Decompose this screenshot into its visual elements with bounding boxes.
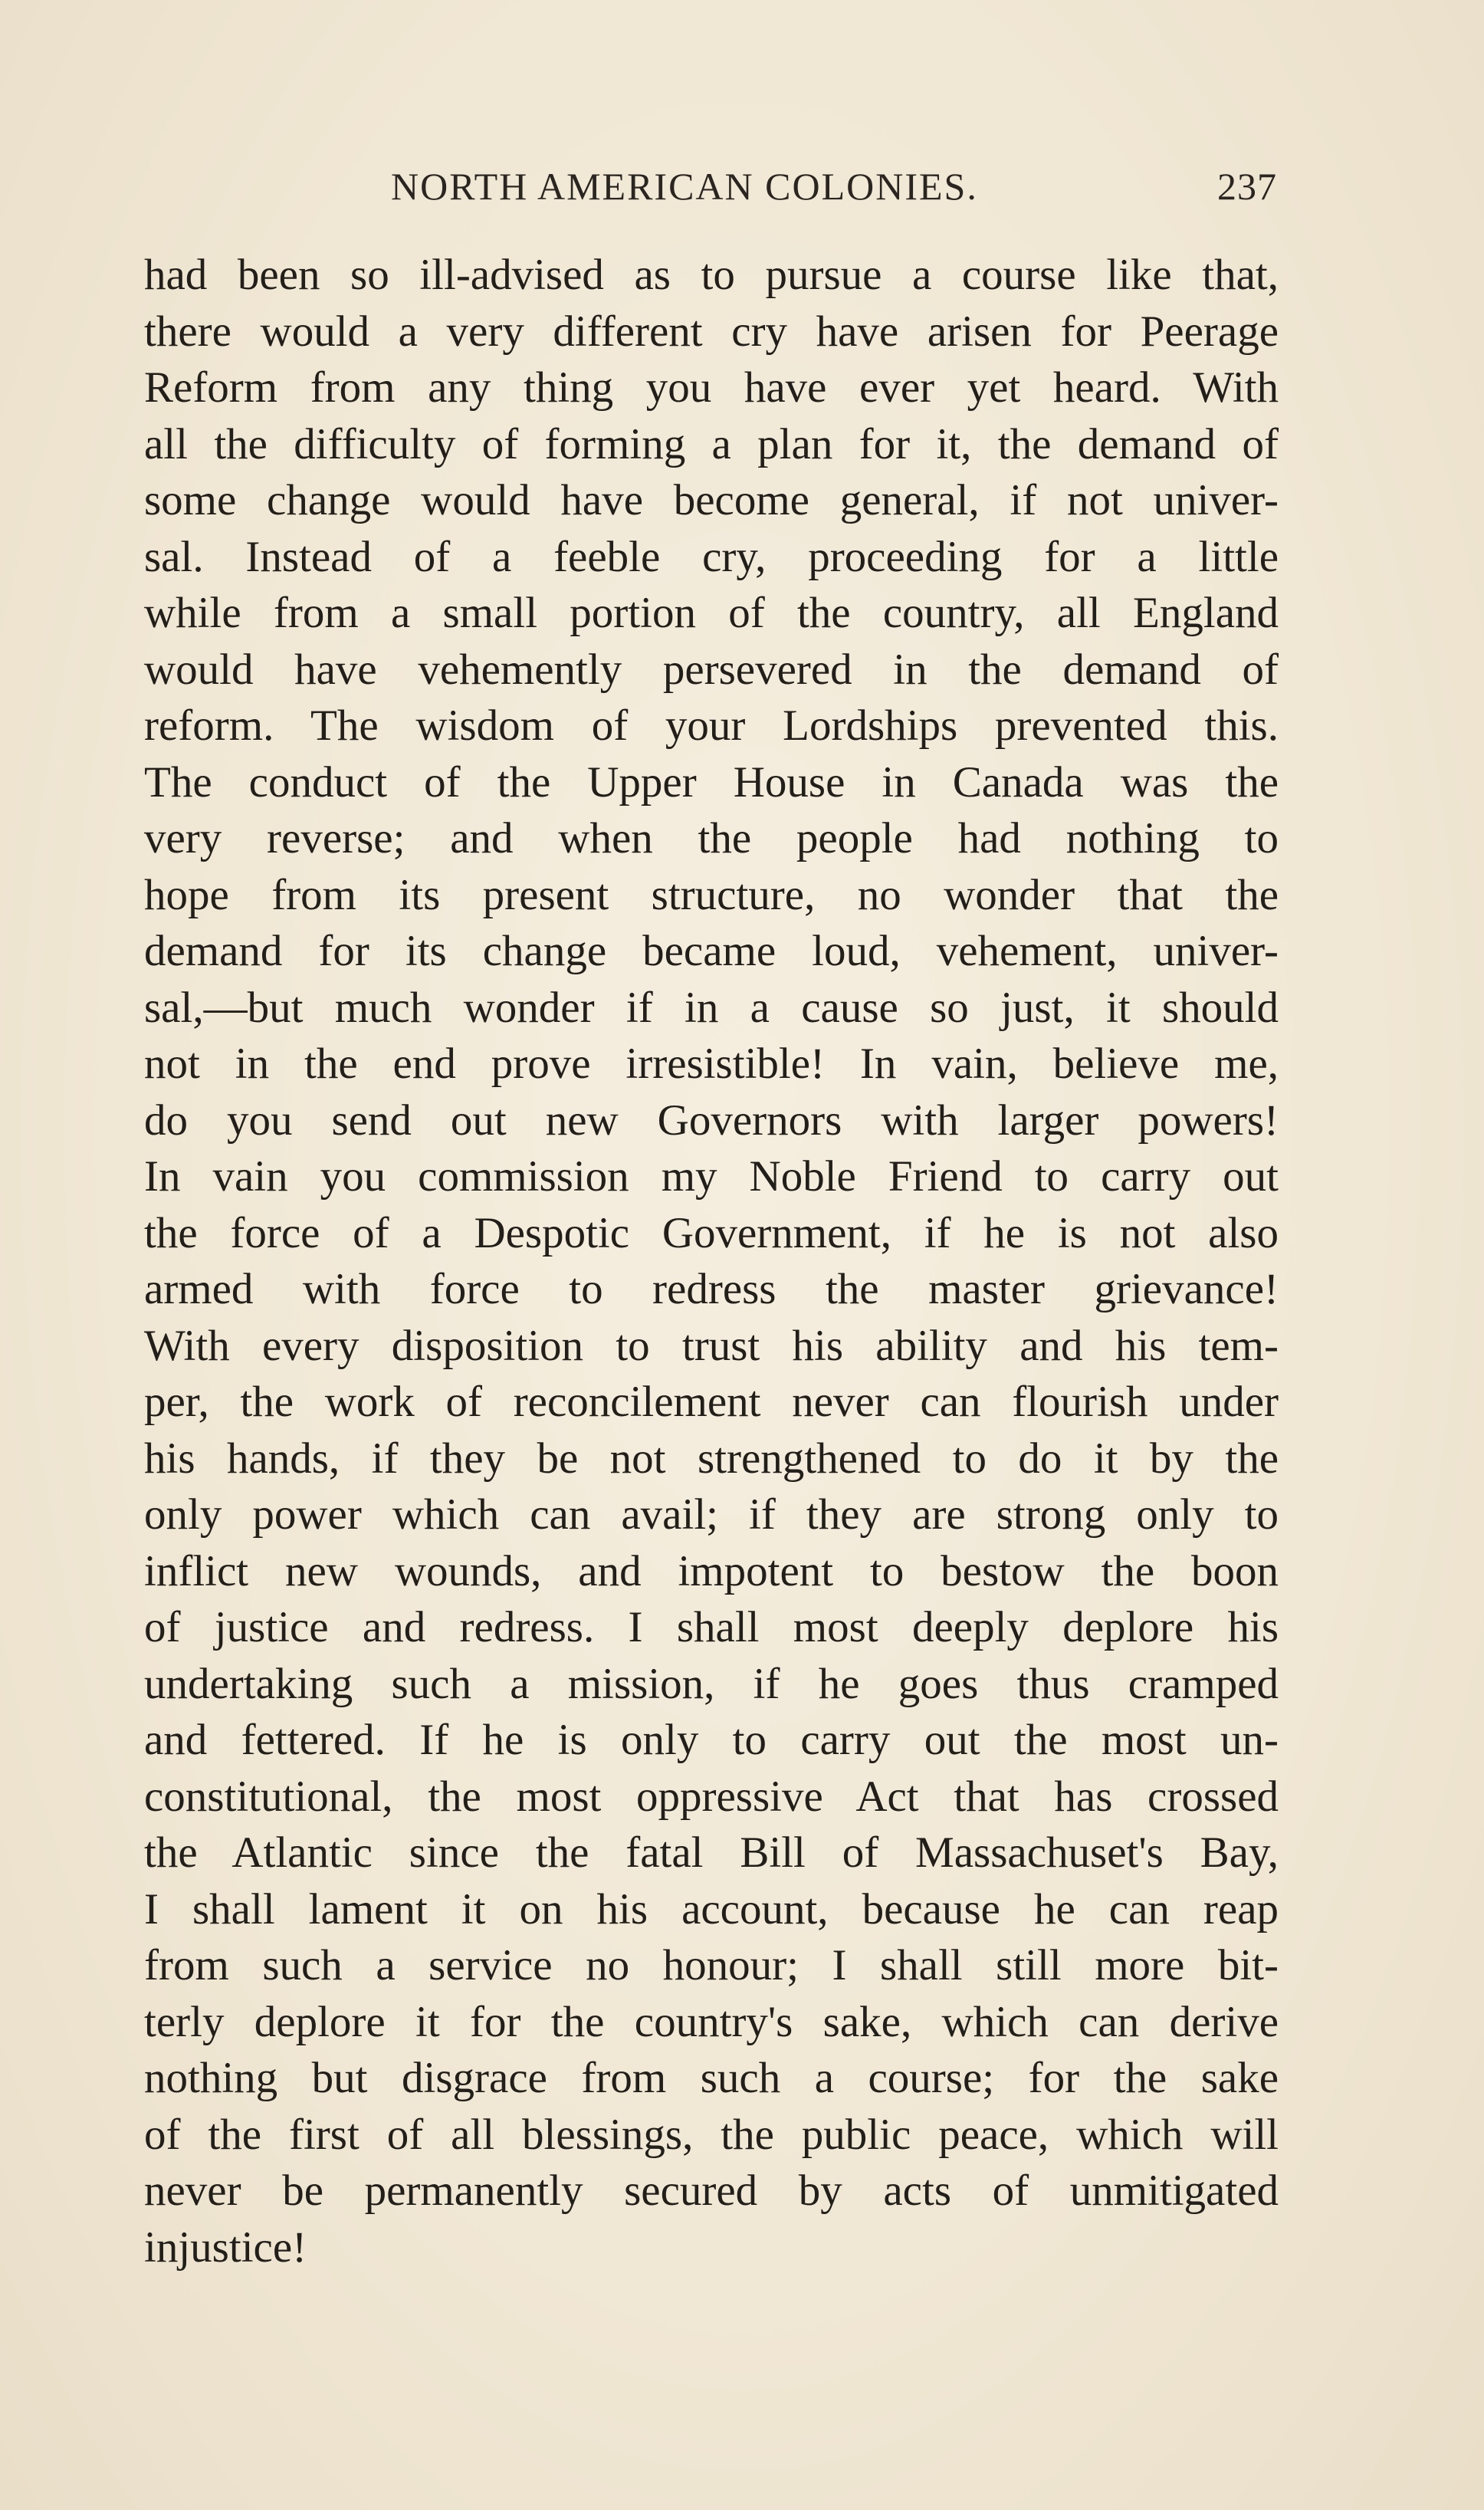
text-line: never be permanently secured by acts of unmitigated	[144, 2167, 1279, 2215]
body-text	[144, 247, 1279, 2275]
text-line: undertaking such a mission, if he goes thus cramped	[144, 1659, 1279, 1708]
text-line: and fettered. If he is only to carry out the most un-	[144, 1716, 1279, 1764]
page-header	[146, 164, 1277, 210]
text-line: The conduct of the Upper House in Canada was the	[144, 757, 1279, 807]
text-line: the force of a Despotic Government, if he is not also	[144, 1208, 1279, 1257]
text-line: of justice and redress. I shall most deeply deplore his	[144, 1603, 1279, 1651]
text-line: armed with force to redress the master grievance!	[144, 1265, 1279, 1313]
text-line: all the difficulty of forming a plan for it, the demand of	[144, 419, 1279, 468]
text-line: not in the end prove irresistible! In vain, believe me,	[144, 1040, 1279, 1088]
text-line: do you send out new Governors with larger powers!	[144, 1096, 1279, 1145]
text-line: injustice!	[144, 2223, 307, 2272]
text-line: sal. Instead of a feeble cry, proceeding for a little	[144, 532, 1279, 581]
text-line: while from a small portion of the country, all England	[144, 589, 1279, 637]
text-line: Reform from any thing you have ever yet heard. With	[144, 363, 1279, 412]
text-line: the Atlantic since the fatal Bill of Massachuset's Bay,	[144, 1828, 1279, 1877]
text-line: his hands, if they be not strengthened to do it by the	[144, 1434, 1279, 1483]
text-line: constitutional, the most oppressive Act that has crossed	[144, 1772, 1279, 1821]
text-line: had been so ill-advised as to pursue a course like that,	[144, 251, 1279, 299]
text-line: from such a service no honour; I shall still more bit-	[144, 1941, 1279, 1989]
text-line: nothing but disgrace from such a course; for the sake	[144, 2054, 1279, 2102]
text-line: there would a very different cry have arisen for Peerage	[144, 307, 1279, 356]
text-line: inflict new wounds, and impotent to bestow the boon	[144, 1546, 1279, 1595]
text-line: demand for its change became loud, vehement, univer-	[144, 927, 1279, 975]
text-line: hope from its present structure, no wonder that the	[144, 870, 1279, 919]
text-line: sal,—but much wonder if in a cause so just, it should	[144, 983, 1279, 1032]
text-line: In vain you commission my Noble Friend to carry out	[144, 1152, 1279, 1201]
text-line: very reverse; and when the people had nothing to	[144, 814, 1279, 862]
text-line: terly deplore it for the country's sake, which can derive	[144, 1997, 1279, 2046]
text-line: of the first of all blessings, the public peace, which will	[144, 2110, 1279, 2159]
text-line: would have vehemently persevered in the demand of	[144, 645, 1279, 694]
text-line: some change would have become general, if not univer-	[144, 476, 1279, 524]
page-number: 237	[1217, 165, 1277, 208]
running-title: NORTH AMERICAN COLONIES.	[391, 165, 978, 208]
text-line: reform. The wisdom of your Lordships prevented this.	[144, 701, 1279, 750]
text-line: per, the work of reconcilement never can flourish under	[144, 1378, 1279, 1426]
text-line: only power which can avail; if they are strong only to	[144, 1490, 1279, 1539]
text-line: I shall lament it on his account, because he can reap	[144, 1884, 1279, 1933]
text-line: With every disposition to trust his ability and his tem-	[144, 1321, 1279, 1370]
